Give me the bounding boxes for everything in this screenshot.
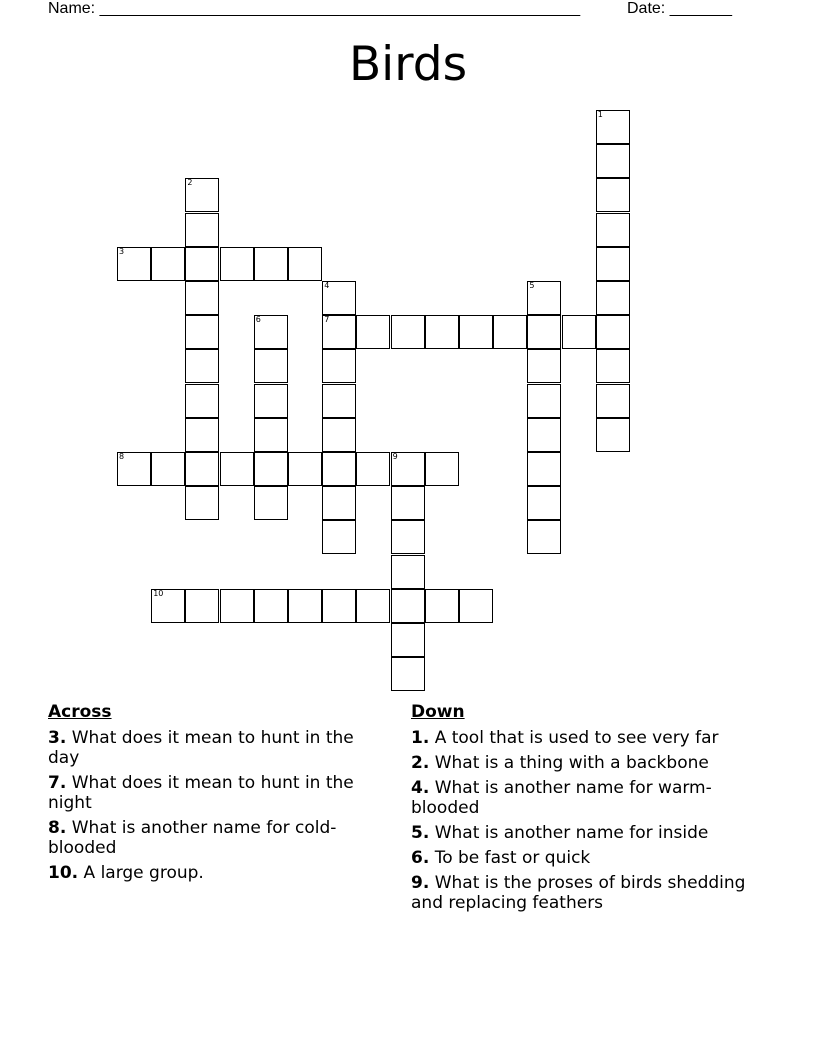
- grid-cell[interactable]: [322, 452, 356, 486]
- grid-cell[interactable]: [596, 384, 630, 418]
- grid-cell[interactable]: [562, 315, 596, 349]
- grid-cell[interactable]: [322, 486, 356, 520]
- cell-number: 7: [324, 315, 330, 325]
- page-title: Birds: [348, 37, 468, 92]
- grid-cell[interactable]: [391, 555, 425, 589]
- grid-cell[interactable]: [322, 315, 356, 349]
- grid-cell[interactable]: [596, 281, 630, 315]
- grid-cell[interactable]: [596, 110, 630, 144]
- clue-number: 5.: [411, 823, 430, 843]
- grid-cell[interactable]: [254, 589, 288, 623]
- grid-cell[interactable]: [322, 418, 356, 452]
- grid-cell[interactable]: [322, 589, 356, 623]
- clue-text: What is another name for inside: [434, 823, 709, 843]
- grid-cell[interactable]: [596, 247, 630, 281]
- clue-down-4: [411, 778, 756, 818]
- grid-cell[interactable]: [220, 452, 254, 486]
- clue-number: 6.: [411, 848, 430, 868]
- grid-cell[interactable]: [596, 213, 630, 247]
- grid-cell[interactable]: [493, 315, 527, 349]
- grid-cell[interactable]: [185, 418, 219, 452]
- cell-number: 8: [119, 452, 125, 461]
- grid-cell[interactable]: [185, 486, 219, 520]
- clue-number: 7.: [48, 773, 67, 793]
- grid-cell[interactable]: [425, 452, 459, 486]
- grid-cell[interactable]: [254, 452, 288, 486]
- cell-number: 5: [529, 281, 535, 290]
- clue-number: 1.: [411, 728, 430, 748]
- clue-down-2: [411, 753, 756, 773]
- down-heading: Down: [411, 702, 465, 722]
- grid-cell[interactable]: [322, 520, 356, 554]
- cell-number: 10: [153, 588, 164, 598]
- grid-cell[interactable]: [185, 178, 219, 212]
- grid-cell[interactable]: [527, 418, 561, 452]
- grid-cell[interactable]: [596, 315, 630, 349]
- grid-cell[interactable]: [322, 384, 356, 418]
- grid-cell[interactable]: [527, 486, 561, 520]
- cell-number: 1: [597, 110, 603, 119]
- grid-cell[interactable]: [254, 384, 288, 418]
- clue-text: What does it mean to hunt in the day: [48, 728, 354, 768]
- grid-cell[interactable]: [185, 384, 219, 418]
- grid-cell[interactable]: [151, 247, 185, 281]
- grid-cell[interactable]: [596, 178, 630, 212]
- grid-cell[interactable]: [117, 452, 151, 486]
- grid-cell[interactable]: [527, 520, 561, 554]
- grid-cell[interactable]: [254, 418, 288, 452]
- grid-cell[interactable]: [596, 144, 630, 178]
- cell-number: 4: [324, 281, 330, 290]
- name-field: Name: ______________________________________________________: [48, 0, 581, 17]
- grid-cell[interactable]: [459, 315, 493, 349]
- grid-cell[interactable]: [220, 247, 254, 281]
- grid-cell[interactable]: [391, 657, 425, 691]
- grid-cell[interactable]: [185, 281, 219, 315]
- clue-number: 10.: [48, 863, 79, 883]
- grid-cell[interactable]: [596, 349, 630, 383]
- grid-cell[interactable]: [254, 247, 288, 281]
- grid-cell[interactable]: [356, 315, 390, 349]
- grid-cell[interactable]: [151, 589, 185, 623]
- clue-across-10: [48, 863, 368, 883]
- grid-cell[interactable]: [185, 213, 219, 247]
- grid-cell[interactable]: [288, 589, 322, 623]
- grid-cell[interactable]: [459, 589, 493, 623]
- clue-text: What is another name for cold-blooded: [48, 818, 337, 858]
- grid-cell[interactable]: [288, 247, 322, 281]
- clue-down-5: [411, 823, 756, 843]
- grid-cell[interactable]: [527, 281, 561, 315]
- clue-text: A tool that is used to see very far: [434, 728, 719, 748]
- grid-cell[interactable]: [151, 452, 185, 486]
- grid-cell[interactable]: [220, 589, 254, 623]
- clue-text: A large group.: [83, 863, 204, 883]
- grid-cell[interactable]: [254, 486, 288, 520]
- clue-text: To be fast or quick: [434, 848, 591, 868]
- clue-number: 9.: [411, 873, 430, 893]
- across-clues: [48, 702, 368, 888]
- grid-cell[interactable]: [391, 315, 425, 349]
- clue-down-1: [411, 728, 756, 748]
- clue-across-8: [48, 818, 368, 858]
- clue-number: 4.: [411, 778, 430, 798]
- clue-down-9: [411, 873, 756, 913]
- grid-cell[interactable]: [356, 589, 390, 623]
- grid-cell[interactable]: [391, 520, 425, 554]
- grid-cell[interactable]: [254, 315, 288, 349]
- grid-cell[interactable]: [391, 452, 425, 486]
- cell-number: 3: [119, 246, 125, 256]
- cell-number: 9: [392, 452, 398, 461]
- grid-cell[interactable]: [527, 452, 561, 486]
- grid-cell[interactable]: [425, 315, 459, 349]
- grid-cell[interactable]: [527, 315, 561, 349]
- grid-cell[interactable]: [356, 452, 390, 486]
- grid-cell[interactable]: [117, 247, 151, 281]
- clue-text: What is the proses of birds shedding and replacing feathers: [411, 873, 746, 913]
- cell-number: 2: [187, 178, 193, 188]
- across-heading: Across: [48, 702, 112, 722]
- grid-cell[interactable]: [391, 589, 425, 623]
- grid-cell[interactable]: [391, 486, 425, 520]
- grid-cell[interactable]: [185, 589, 219, 623]
- cell-number: 6: [255, 315, 261, 325]
- clue-number: 3.: [48, 728, 67, 748]
- clue-text: What is a thing with a backbone: [434, 753, 709, 773]
- grid-cell[interactable]: [254, 349, 288, 383]
- grid-cell[interactable]: [185, 315, 219, 349]
- grid-cell[interactable]: [185, 349, 219, 383]
- clue-number: 2.: [411, 753, 430, 773]
- down-clues: [411, 702, 756, 918]
- grid-cell[interactable]: [596, 418, 630, 452]
- clue-down-6: [411, 848, 756, 868]
- grid-cell[interactable]: [425, 589, 459, 623]
- grid-cell[interactable]: [527, 349, 561, 383]
- grid-cell[interactable]: [185, 452, 219, 486]
- clue-text: What is another name for warm-blooded: [411, 778, 712, 818]
- grid-cell[interactable]: [527, 384, 561, 418]
- clue-number: 8.: [48, 818, 67, 838]
- grid-cell[interactable]: [288, 452, 322, 486]
- clue-text: What does it mean to hunt in the night: [48, 773, 354, 813]
- clue-across-7: [48, 773, 368, 813]
- grid-cell[interactable]: [391, 623, 425, 657]
- grid-cell[interactable]: [322, 281, 356, 315]
- grid-cell[interactable]: [185, 247, 219, 281]
- clue-across-3: [48, 728, 368, 768]
- date-field: Date: _______: [627, 0, 732, 17]
- grid-cell[interactable]: [322, 349, 356, 383]
